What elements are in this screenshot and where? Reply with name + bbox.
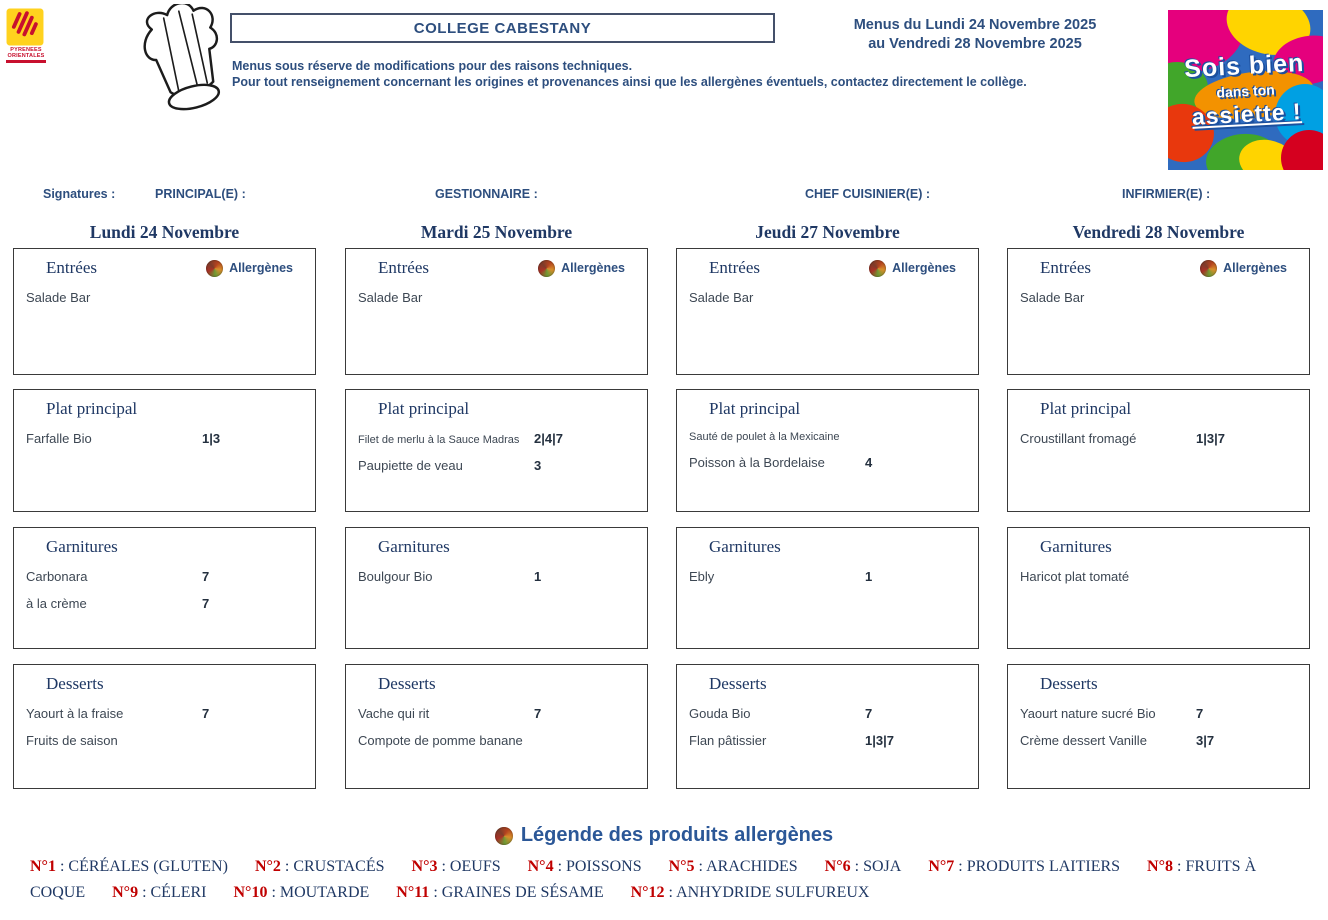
menu-item-name: Haricot plat tomaté <box>1020 569 1130 584</box>
menu-item-row <box>1008 706 1309 721</box>
allergen-badge <box>869 260 956 277</box>
section-title: Plat principal <box>378 399 470 418</box>
section-header <box>346 528 647 557</box>
menu-item-name: Boulgour Bio <box>358 569 433 584</box>
menu-item-allergens: 3|7 <box>1196 733 1215 748</box>
legend-title-row <box>0 824 1328 847</box>
menu-item-name: Carbonara <box>26 569 88 584</box>
legend-item-name: : OEUFS <box>437 858 501 875</box>
pyrenees-orientales-logo <box>6 8 46 63</box>
school-title-box <box>230 13 775 43</box>
menu-item-allergens: 1 <box>865 569 873 584</box>
section-title: Garnitures <box>46 537 118 556</box>
legend-item-number: N°6 <box>824 858 851 875</box>
legend-item-name: : CÉLERI <box>138 884 207 901</box>
menu-section-box <box>13 664 316 789</box>
legend-item <box>631 884 870 901</box>
menu-item-name: Flan pâtissier <box>689 733 767 748</box>
school-title: COLLEGE CABESTANY <box>413 19 592 37</box>
assiette-line-1: Sois bien <box>1183 48 1305 84</box>
disclaimer <box>232 58 1072 90</box>
menu-date-range <box>830 16 1120 54</box>
menu-item-name: Salade Bar <box>26 290 91 305</box>
section-title: Entrées <box>46 258 97 277</box>
section-title: Entrées <box>378 258 429 277</box>
legend-item <box>528 858 642 875</box>
menu-item-row <box>346 733 647 748</box>
legend-item <box>30 858 228 875</box>
po-logo-bar <box>6 60 46 63</box>
po-logo-graphic <box>6 8 44 46</box>
menu-item-name: Gouda Bio <box>689 706 751 721</box>
allergen-badge-label: Allergènes <box>892 261 956 275</box>
menu-section-box <box>676 389 979 512</box>
allergen-icon <box>538 260 555 277</box>
menu-item-name: Filet de merlu à la Sauce Madras <box>358 434 520 446</box>
menu-day-column <box>676 222 979 789</box>
section-header <box>1008 528 1309 557</box>
menu-item-row <box>14 596 315 611</box>
menu-section-box <box>676 248 979 375</box>
allergen-badge <box>1200 260 1287 277</box>
menu-item-allergens: 7 <box>865 706 873 721</box>
legend-item-number: N°3 <box>411 858 438 875</box>
assiette-line-2: dans ton <box>1216 81 1276 101</box>
legend-item-name: : FRUITS À COQUE <box>30 858 1257 901</box>
legend-item-name: : SOJA <box>850 858 902 875</box>
menu-item-row <box>1008 733 1309 748</box>
menu-item-name: Salade Bar <box>689 290 754 305</box>
section-header <box>1008 390 1309 419</box>
disclaimer-line-2: Pour tout renseignement concernant les origines et provenances ainsi que les allergènes éventuels, contactez directement le collège. <box>232 75 1027 89</box>
allergen-icon <box>495 827 513 845</box>
menu-item-allergens: 1|3 <box>202 431 221 446</box>
menu-section-box <box>1007 389 1310 512</box>
legend-item-number: N°10 <box>233 884 268 901</box>
menu-section-box <box>345 527 648 649</box>
disclaimer-line-1: Menus sous réserve de modifications pour des raisons techniques. <box>232 59 633 73</box>
menu-item-row <box>346 706 647 721</box>
menu-item-name: Fruits de saison <box>26 733 118 748</box>
section-header <box>346 665 647 694</box>
section-title: Desserts <box>709 674 767 693</box>
po-logo-text-line1: PYRENEES <box>10 47 42 53</box>
signature-role-chef-cuisinier: CHEF CUISINIER(E) : <box>805 187 930 201</box>
legend-item-name: : PRODUITS LAITIERS <box>954 858 1121 875</box>
section-title: Desserts <box>1040 674 1098 693</box>
menu-item-allergens: 1|3|7 <box>865 733 894 748</box>
menu-section-box <box>345 248 648 375</box>
legend-item-number: N°7 <box>928 858 955 875</box>
section-header <box>14 665 315 694</box>
legend-item <box>928 858 1120 875</box>
legend-item <box>396 884 603 901</box>
day-title: Vendredi 28 Novembre <box>1072 222 1245 242</box>
menu-day-column <box>345 222 648 789</box>
menu-section-box <box>1007 527 1310 649</box>
signature-role-principal: PRINCIPAL(E) : <box>155 187 246 201</box>
menu-item-name: Vache qui rit <box>358 706 430 721</box>
section-title: Plat principal <box>46 399 138 418</box>
menu-item-name: Compote de pomme banane <box>358 733 523 748</box>
section-title: Garnitures <box>1040 537 1112 556</box>
menu-item-row <box>1008 431 1309 446</box>
section-title: Desserts <box>46 674 104 693</box>
legend-item-number: N°8 <box>1147 858 1173 875</box>
menu-item-allergens: 4 <box>865 455 873 470</box>
section-header <box>14 249 315 278</box>
menu-item-allergens: 2|4|7 <box>534 431 563 446</box>
legend-item-number: N°9 <box>112 884 139 901</box>
legend-items <box>30 854 1300 906</box>
date-line-1: Menus du Lundi 24 Novembre 2025 <box>853 17 1097 33</box>
menu-item-row <box>677 455 978 470</box>
assiette-logo-text <box>1168 10 1323 170</box>
menu-item-row <box>1008 290 1309 305</box>
allergen-badge <box>206 260 293 277</box>
menu-item-name: Croustillant fromagé <box>1020 431 1137 446</box>
menu-item-name: Farfalle Bio <box>26 431 92 446</box>
legend-item-name: : MOUTARDE <box>267 884 370 901</box>
signature-role-gestionnaire: GESTIONNAIRE : <box>435 187 538 201</box>
legend-item <box>234 884 370 901</box>
allergen-badge <box>538 260 625 277</box>
legend-item-name: : CRUSTACÉS <box>280 858 385 875</box>
menu-section-box <box>13 389 316 512</box>
menu-item-row <box>346 569 647 584</box>
menu-item-allergens: 7 <box>202 569 210 584</box>
menu-item-name: Yaourt à la fraise <box>26 706 124 721</box>
menu-item-allergens: 7 <box>202 706 210 721</box>
allergen-legend <box>0 824 1328 906</box>
menu-item-row <box>346 431 647 446</box>
section-header <box>346 249 647 278</box>
legend-item-name: : CÉRÉALES (GLUTEN) <box>55 858 228 875</box>
menu-section-box <box>1007 248 1310 375</box>
menu-item-row <box>677 569 978 584</box>
section-header <box>677 528 978 557</box>
menu-item-allergens: 1 <box>534 569 542 584</box>
day-title: Mardi 25 Novembre <box>420 222 573 242</box>
day-title: Lundi 24 Novembre <box>89 222 240 242</box>
allergen-icon <box>1200 260 1217 277</box>
menu-item-name: Salade Bar <box>358 290 423 305</box>
menu-item-allergens: 7 <box>202 596 210 611</box>
menu-item-row <box>14 733 315 748</box>
section-title: Entrées <box>1040 258 1091 277</box>
section-title: Plat principal <box>709 399 801 418</box>
menu-item-row <box>677 733 978 748</box>
signatures-row <box>0 187 1328 205</box>
menu-item-name: à la crème <box>26 596 87 611</box>
menu-item-row <box>14 431 315 446</box>
menu-item-row <box>1008 569 1309 584</box>
day-title: Jeudi 27 Novembre <box>755 222 900 242</box>
section-header <box>1008 665 1309 694</box>
allergen-badge-label: Allergènes <box>1223 261 1287 275</box>
legend-item-number: N°12 <box>630 884 665 901</box>
legend-item <box>412 858 501 875</box>
section-title: Garnitures <box>378 537 450 556</box>
legend-item-number: N°4 <box>527 858 554 875</box>
menu-section-box <box>1007 664 1310 789</box>
po-logo-text-line2: ORIENTALES <box>7 53 45 59</box>
menu-item-name: Crème dessert Vanille <box>1020 733 1147 748</box>
legend-item-number: N°11 <box>396 884 430 901</box>
legend-item-number: N°5 <box>668 858 695 875</box>
section-header <box>14 390 315 419</box>
menu-item-row <box>677 706 978 721</box>
menu-item-allergens: 7 <box>1196 706 1204 721</box>
menu-item-row <box>346 290 647 305</box>
menu-item-allergens: 7 <box>534 706 542 721</box>
menu-item-name: Sauté de poulet à la Mexicaine <box>689 431 840 443</box>
signatures-label: Signatures : <box>43 187 116 201</box>
menu-section-box <box>676 527 979 649</box>
section-title: Desserts <box>378 674 436 693</box>
allergen-badge-label: Allergènes <box>229 261 293 275</box>
allergen-badge-label: Allergènes <box>561 261 625 275</box>
menu-item-name: Ebly <box>689 569 715 584</box>
menu-section-box <box>676 664 979 789</box>
menu-item-allergens: 1|3|7 <box>1196 431 1225 446</box>
menu-item-allergens: 3 <box>534 458 542 473</box>
legend-item-name: : ARACHIDES <box>694 858 798 875</box>
legend-item-name: : POISSONS <box>553 858 642 875</box>
section-header <box>677 665 978 694</box>
legend-item-name: : GRAINES DE SÉSAME <box>429 884 604 901</box>
menu-section-box <box>13 527 316 649</box>
menu-item-row <box>14 569 315 584</box>
section-title: Plat principal <box>1040 399 1132 418</box>
section-title: Garnitures <box>709 537 781 556</box>
allergen-icon <box>869 260 886 277</box>
legend-title: Légende des produits allergènes <box>520 824 834 846</box>
section-header <box>14 528 315 557</box>
signature-role-infirmier: INFIRMIER(E) : <box>1122 187 1211 201</box>
menu-item-name: Yaourt nature sucré Bio <box>1020 706 1156 721</box>
menu-section-box <box>345 664 648 789</box>
legend-item-number: N°2 <box>254 858 281 875</box>
menu-day-column <box>1007 222 1310 789</box>
section-header <box>1008 249 1309 278</box>
section-title: Entrées <box>709 258 760 277</box>
chef-hat-icon <box>136 4 228 120</box>
section-header <box>677 390 978 419</box>
menu-day-column <box>13 222 316 789</box>
menu-item-row <box>14 706 315 721</box>
legend-item <box>112 884 206 901</box>
menu-item-name: Salade Bar <box>1020 290 1085 305</box>
menu-section-box <box>13 248 316 375</box>
legend-item-name: : ANHYDRIDE SULFUREUX <box>664 884 870 901</box>
menu-item-row <box>346 458 647 473</box>
menu-item-name: Poisson à la Bordelaise <box>689 455 825 470</box>
section-header <box>346 390 647 419</box>
assiette-line-3: assiette ! <box>1191 98 1303 130</box>
legend-item <box>669 858 798 875</box>
section-header <box>677 249 978 278</box>
assiette-logo <box>1168 10 1323 170</box>
menu-item-row <box>14 290 315 305</box>
menu-section-box <box>345 389 648 512</box>
legend-item <box>255 858 385 875</box>
menu-item-name: Paupiette de veau <box>358 458 463 473</box>
date-line-2: au Vendredi 28 Novembre 2025 <box>868 36 1082 52</box>
legend-item-number: N°1 <box>30 858 56 875</box>
menu-item-row <box>677 290 978 305</box>
menu-item-row <box>677 431 978 443</box>
legend-item <box>825 858 902 875</box>
allergen-icon <box>206 260 223 277</box>
